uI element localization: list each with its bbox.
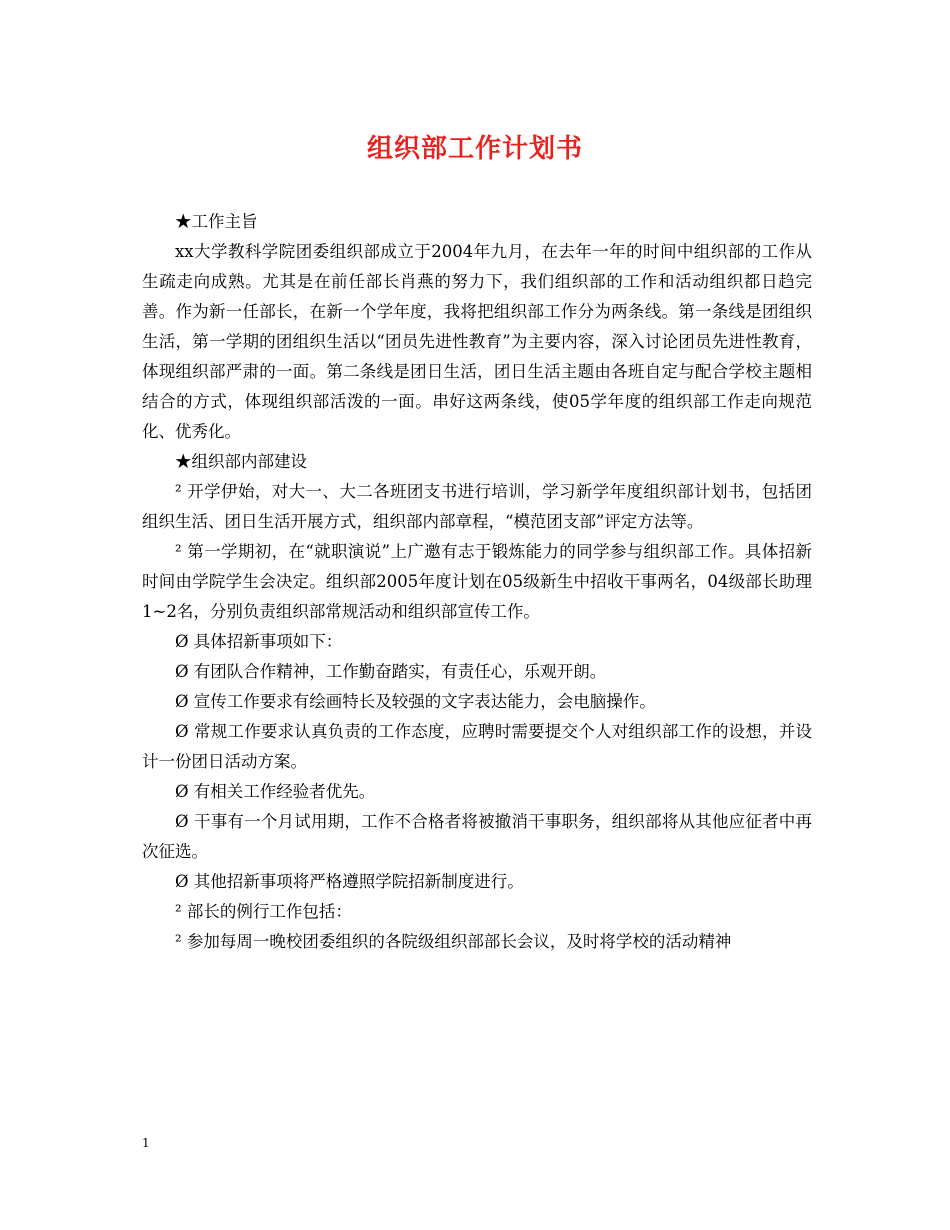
paragraph-minister-duties: ² 部长的例行工作包括：: [175, 902, 352, 921]
section-heading-purpose: ★工作主旨: [175, 212, 258, 231]
document-body: [142, 207, 812, 957]
list-item-teamwork: Ø 有团队合作精神，工作勤奋踏实，有责任心，乐观开朗。: [175, 662, 607, 681]
list-item-probation: Ø 干事有一个月试用期，工作不合格者将被撤消干事职务，组织部将从其他应征者中再次征选。: [142, 812, 812, 861]
section-heading-internal-construction: ★组织部内部建设: [175, 452, 307, 471]
list-item-experience: Ø 有相关工作经验者优先。: [175, 782, 376, 801]
paragraph-weekly-meeting: ² 参加每周一晚校团委组织的各院级组织部部长会议，及时将学校的活动精神: [175, 932, 732, 951]
list-item-publicity: Ø 宣传工作要求有绘画特长及较强的文字表达能力，会电脑操作。: [175, 692, 656, 711]
paragraph-recruitment: ² 第一学期初，在“就职演说”上广邀有志于锻炼能力的同学参与组织部工作。具体招新时间由学院学生会决定。组织部2005年度计划在05级新生中招收干事两名，04级部长助理1~2名，分别负责组织部常规活动和组织部宣传工作。: [142, 542, 812, 621]
document-title: 组织部工作计划书: [366, 134, 583, 164]
list-item-routine-work: Ø 常规工作要求认真负责的工作态度，应聘时需要提交个人对组织部工作的设想，并设计一份团日活动方案。: [142, 722, 812, 771]
list-item-recruitment-items: Ø 具体招新事项如下：: [175, 632, 343, 651]
page-number: 1: [142, 1136, 150, 1150]
list-item-other-rules: Ø 其他招新事项将严格遵照学院招新制度进行。: [175, 872, 524, 891]
paragraph-training: ² 开学伊始，对大一、大二各班团支书进行培训，学习新学年度组织部计划书，包括团组织生活、团日生活开展方式，组织部内部章程，“模范团支部”评定方法等。: [142, 482, 812, 531]
paragraph-intro: xx大学教科学院团委组织部成立于2004年九月，在去年一年的时间中组织部的工作从生疏走向成熟。尤其是在前任部长肖燕的努力下，我们组织部的工作和活动组织都日趋完善。作为新一任部长，在新一个学年度，我将把组织部工作分为两条线。第一条线是团组织生活，第一学期的团组织生活以“团员先进性教育”为主要内容，深入讨论团员先进性教育，体现组织部严肃的一面。第二条线是团日生活，团日生活主题由各班自定与配合学校主题相结合的方式，体现组织部活泼的一面。串好这两条线，使05学年度的组织部工作走向规范化、优秀化。: [142, 242, 812, 441]
